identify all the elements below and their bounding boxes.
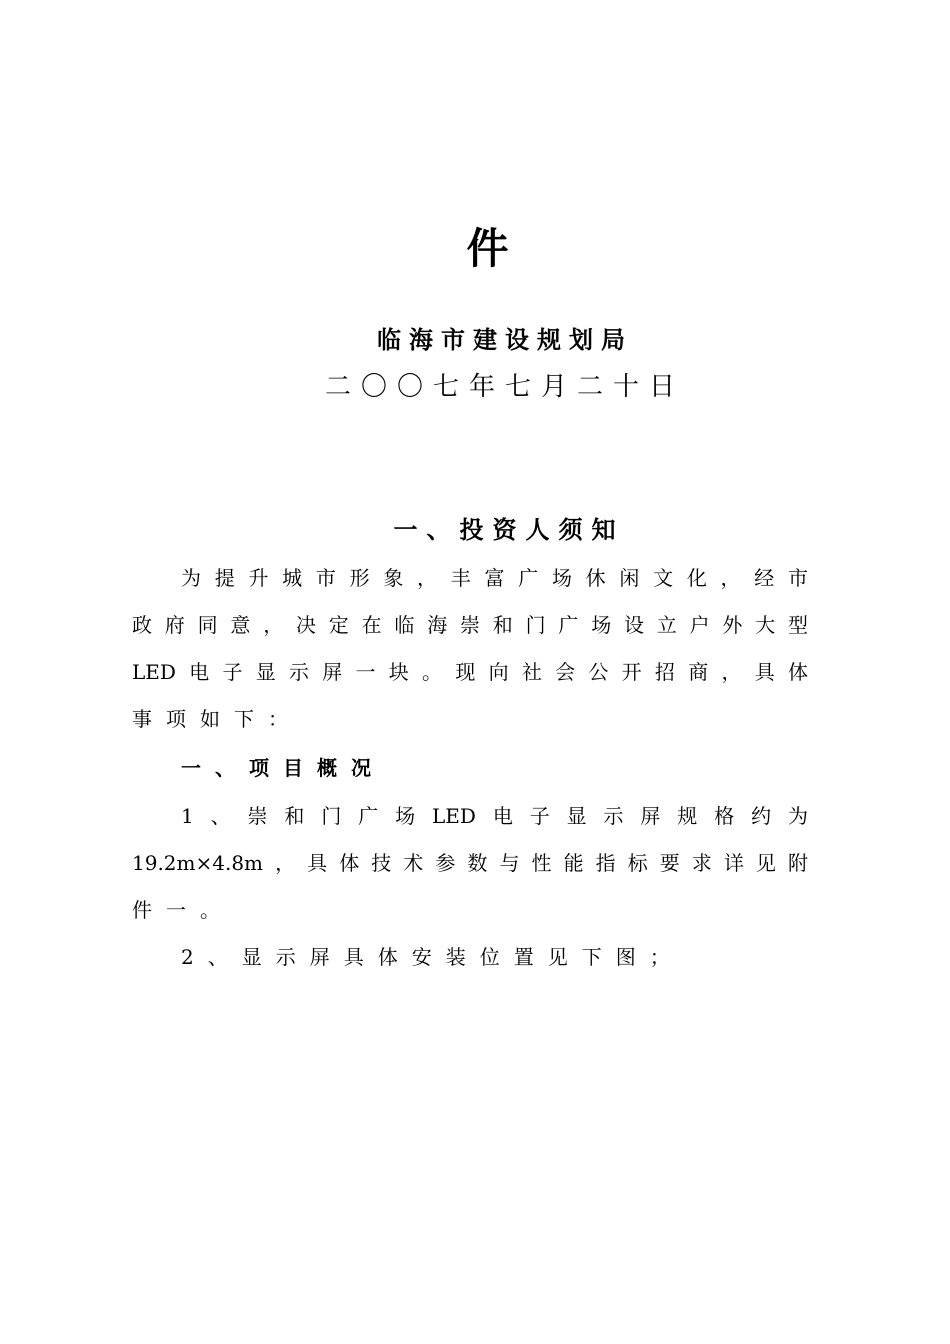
intro-line-2: 政府同意，决定在临海崇和门广场设立户外大型 xyxy=(132,613,808,637)
issue-date: 二〇〇七年七月二十日 xyxy=(324,372,685,402)
intro-line-1: 为提升城市形象，丰富广场休闲文化，经市 xyxy=(181,566,808,590)
item2-line: 2、显示屏具体安装位置见下图； xyxy=(181,945,684,969)
intro-line-4: 事项如下： xyxy=(132,707,302,731)
subheading-project-overview: 一、项目概况 xyxy=(181,756,385,780)
organization-name: 临海市建设规划局 xyxy=(377,325,633,354)
item1-line-1: 1、崇和门广场LED电子显示屏规格约为 xyxy=(181,804,808,828)
section-title: 一、投资人须知 xyxy=(393,515,625,544)
intro-line-3: LED电子显示屏一块。现向社会公开招商，具体 xyxy=(132,660,808,684)
header-character: 件 xyxy=(466,224,509,273)
item1-line-3: 件一。 xyxy=(132,898,234,922)
item1-line-2: 19.2m×4.8m，具体技术参数与性能指标要求详见附 xyxy=(132,851,808,875)
